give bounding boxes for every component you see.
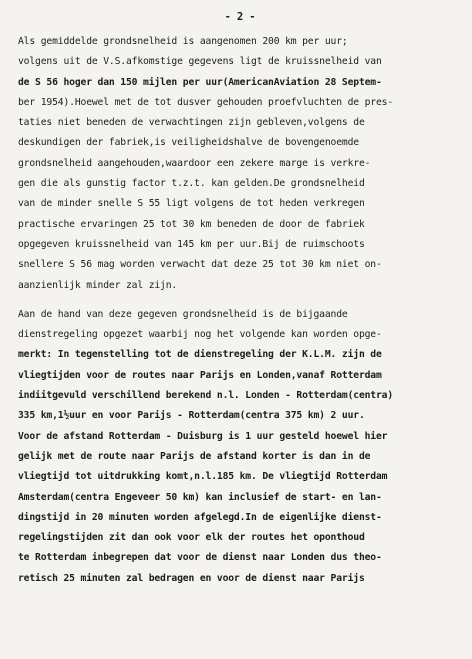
text-line: practische ervaringen 25 tot 30 km beneden de door de fabriek [18,218,365,230]
text-line: de S 56 hoger dan 150 mijlen per uur(AmericanAviation 28 Septem- [18,76,382,88]
text-line: deskundigen der fabriek,is veiligheidshalve de bovengenoemde [18,137,359,149]
text-line: snellere S 56 mag worden verwacht dat deze 25 tot 30 km niet on- [18,259,382,271]
text-line: Als gemiddelde grondsnelheid is aangenomen 200 km per uur; [18,36,348,47]
paragraph-1 [18,32,462,296]
text-line: Voor de afstand Rotterdam - Duisburg is 1 uur gesteld hoewel hier [18,430,388,442]
text-line: gen die als gunstig factor t.z.t. kan gelden.De grondsnelheid [18,178,365,190]
page-number: - 2 - [224,11,256,23]
text-line: 335 km,1½uur en voor Parijs - Rotterdam(centra 375 km) 2 uur. [18,410,365,422]
text-line: dienstregeling opgezet waarbij nog het volgende kan worden opge- [18,329,382,341]
text-line: vliegtijden voor de routes naar Parijs en Londen,vanaf Rotterdam [18,369,382,381]
text-line: gelijk met de route naar Parijs de afstand korter is dan in de [18,450,371,462]
text-line: dingstijd in 20 minuten worden afgelegd.In de eigenlijke dienst- [18,511,382,523]
text-line: vliegtijd tot uitdrukking komt,n.l.185 km. De vliegtijd Rotterdam [18,471,388,483]
text-line: te Rotterdam inbegrepen dat voor de dienst naar Londen dus theo- [18,552,382,564]
text-line: ber 1954).Hoewel met de tot dusver gehouden proefvluchten de pres- [18,96,394,108]
text-line: Aan de hand van deze gegeven grondsnelheid is de bijgaande [18,308,348,320]
text-line: indiitgevuld verschillend berekend n.l. Londen - Rotterdam(centra) [18,390,394,402]
text-line: merkt: In tegenstelling tot de dienstregeling der K.L.M. zijn de [18,349,382,361]
text-line: van de minder snelle S 55 ligt volgens de tot heden verkregen [18,198,365,210]
text-line: taties niet beneden de verwachtingen zijn gebleven,volgens de [18,117,365,129]
text-line: retisch 25 minuten zal bedragen en voor de dienst naar Parijs [18,572,365,584]
text-line: volgens uit de V.S.afkomstige gegevens ligt de kruissnelheid van [18,56,382,68]
text-line: opgegeven kruissnelheid van 145 km per uur.Bij de ruimschoots [18,238,365,250]
text-line: Amsterdam(centra Engeveer 50 km) kan inclusief de start- en lan- [18,491,382,503]
paragraph-2 [18,305,462,589]
text-line: grondsnelheid aangehouden,waardoor een zekere marge is verkre- [18,157,371,169]
text-line: aanzienlijk minder zal zijn. [18,279,178,291]
text-line: regelingstijden zit dan ook voor elk der routes het oponthoud [18,532,365,544]
